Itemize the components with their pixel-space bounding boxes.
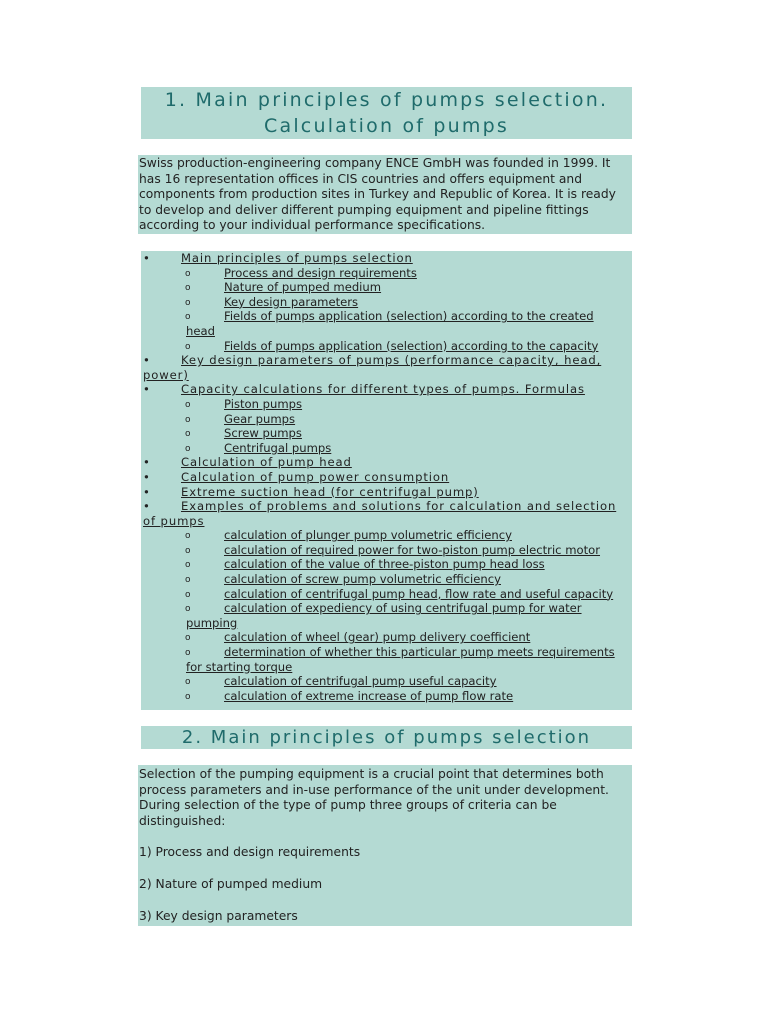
circle-bullet-icon: o — [185, 589, 191, 600]
toc-link[interactable]: calculation of wheel (gear) pump delivery coefficient — [224, 630, 531, 645]
toc-item-continuation — [141, 368, 632, 383]
toc-subitem — [141, 295, 632, 310]
circle-bullet-icon: o — [185, 429, 191, 440]
circle-bullet-icon: o — [185, 560, 191, 571]
circle-bullet-icon: o — [185, 545, 191, 556]
toc-link[interactable]: Gear pumps — [224, 411, 296, 426]
toc-link[interactable]: calculation of plunger pump volumetric efficiency — [224, 528, 512, 543]
toc-subitem — [141, 280, 632, 295]
toc-item — [141, 353, 632, 368]
toc-link[interactable]: pumping — [186, 615, 238, 630]
toc-item — [141, 499, 632, 514]
section-2-heading: 2. Main principles of pumps selection — [141, 726, 632, 749]
toc-link[interactable]: calculation of centrifugal pump head, flow rate and useful capacity — [224, 586, 614, 601]
toc-link[interactable]: Process and design requirements — [224, 265, 417, 280]
toc-link[interactable]: calculation of screw pump volumetric efficiency — [224, 572, 501, 587]
table-of-contents — [141, 251, 632, 710]
toc-link[interactable]: power) — [143, 367, 189, 382]
criteria-item: 3) Key design parameters — [139, 908, 298, 923]
toc-item — [141, 382, 632, 397]
bullet-icon: • — [143, 499, 150, 514]
toc-link[interactable]: Main principles of pumps selection — [181, 251, 413, 265]
bullet-icon: • — [143, 484, 150, 499]
toc-link[interactable]: Fields of pumps application (selection) according to the capacity — [224, 338, 599, 353]
toc-link[interactable]: Calculation of pump head — [181, 455, 352, 470]
toc-subitem — [141, 397, 632, 412]
circle-bullet-icon: o — [185, 283, 191, 294]
toc-link[interactable]: Key design parameters of pumps (performance capacity, head, — [181, 353, 602, 368]
toc-subitem — [141, 528, 632, 543]
toc-link[interactable]: Centrifugal pumps — [224, 440, 332, 455]
toc-subitem — [141, 674, 632, 689]
circle-bullet-icon: o — [185, 648, 191, 659]
bullet-icon: • — [143, 353, 150, 368]
toc-subitem — [141, 543, 632, 558]
criteria-item: 2) Nature of pumped medium — [139, 876, 323, 891]
circle-bullet-icon: o — [185, 691, 191, 702]
toc-link[interactable]: calculation of expediency of using centrifugal pump for water — [224, 601, 582, 616]
toc-subitem — [141, 587, 632, 602]
circle-bullet-icon: o — [185, 677, 191, 688]
toc-subitem-continuation — [141, 660, 632, 675]
toc-link[interactable]: for starting torque — [186, 659, 293, 674]
toc-link[interactable]: determination of whether this particular pump meets requirements — [224, 645, 615, 660]
toc-item — [141, 470, 632, 485]
toc-subitem — [141, 426, 632, 441]
toc-subitem — [141, 266, 632, 281]
toc-link[interactable]: Extreme suction head (for centrifugal pump) — [181, 484, 479, 499]
section-1-title-line-2: Calculation of pumps — [264, 115, 509, 137]
section-1-title-line-1: 1. Main principles of pumps selection. — [164, 89, 609, 111]
circle-bullet-icon: o — [185, 414, 191, 425]
circle-bullet-icon: o — [185, 399, 191, 410]
toc-link[interactable]: calculation of the value of three-piston pump head loss — [224, 557, 545, 572]
toc-subitem — [141, 309, 632, 324]
toc-item — [141, 251, 632, 266]
circle-bullet-icon: o — [185, 531, 191, 542]
toc-subitem — [141, 339, 632, 354]
toc-subitem — [141, 441, 632, 456]
toc-link[interactable]: Piston pumps — [224, 396, 303, 411]
toc-link[interactable]: Calculation of pump power consumption — [181, 469, 450, 484]
toc-subitem — [141, 557, 632, 572]
toc-link[interactable]: Key design parameters — [224, 294, 359, 309]
toc-link[interactable]: Capacity calculations for different types of pumps. Formulas — [181, 382, 585, 397]
toc-link[interactable]: Screw pumps — [224, 426, 302, 441]
toc-link[interactable]: calculation of extreme increase of pump flow rate — [224, 688, 514, 703]
toc-item — [141, 485, 632, 500]
toc-link[interactable]: Fields of pumps application (selection) according to the created — [224, 309, 594, 324]
bullet-icon: • — [143, 469, 150, 484]
toc-link[interactable]: Nature of pumped medium — [224, 280, 382, 295]
toc-link[interactable]: of pumps — [143, 513, 205, 528]
bullet-icon: • — [143, 251, 150, 265]
bullet-icon: • — [143, 382, 150, 397]
toc-item — [141, 455, 632, 470]
toc-subitem — [141, 630, 632, 645]
criteria-item: 1) Process and design requirements — [139, 845, 361, 860]
toc-subitem — [141, 412, 632, 427]
toc-subitem — [141, 689, 632, 704]
toc-link[interactable]: calculation of centrifugal pump useful capacity — [224, 674, 497, 689]
bullet-icon: • — [143, 455, 150, 470]
toc-item-continuation — [141, 514, 632, 529]
toc-link[interactable]: head — [186, 323, 215, 338]
section-2-body — [138, 765, 632, 926]
toc-subitem — [141, 601, 632, 616]
toc-subitem-continuation — [141, 324, 632, 339]
circle-bullet-icon: o — [185, 297, 191, 308]
circle-bullet-icon: o — [185, 443, 191, 454]
circle-bullet-icon: o — [185, 341, 191, 352]
toc-link[interactable]: Examples of problems and solutions for calculation and selection — [181, 499, 617, 514]
section-2-paragraph: Selection of the pumping equipment is a crucial point that determines both process parameters and in-use performance of the unit under development. During selection of the type of pump three groups of criteria can be distinguished: — [139, 767, 609, 828]
circle-bullet-icon: o — [185, 575, 191, 586]
toc-subitem-continuation — [141, 616, 632, 631]
toc-link[interactable]: calculation of required power for two-piston pump electric motor — [224, 542, 601, 557]
circle-bullet-icon: o — [185, 268, 191, 279]
section-1-heading — [141, 87, 632, 139]
circle-bullet-icon: o — [185, 604, 191, 615]
circle-bullet-icon: o — [185, 633, 191, 644]
toc-subitem — [141, 572, 632, 587]
circle-bullet-icon: o — [185, 312, 191, 323]
intro-paragraph: Swiss production-engineering company ENCE GmbH was founded in 1999. It has 16 representation offices in CIS countries and offers equipment and components from production sites in Turkey and Republic of Korea. It is ready to develop and deliver different pumping equipment and pipeline fittings according to your individual performance specifications. — [138, 155, 632, 234]
toc-subitem — [141, 645, 632, 660]
